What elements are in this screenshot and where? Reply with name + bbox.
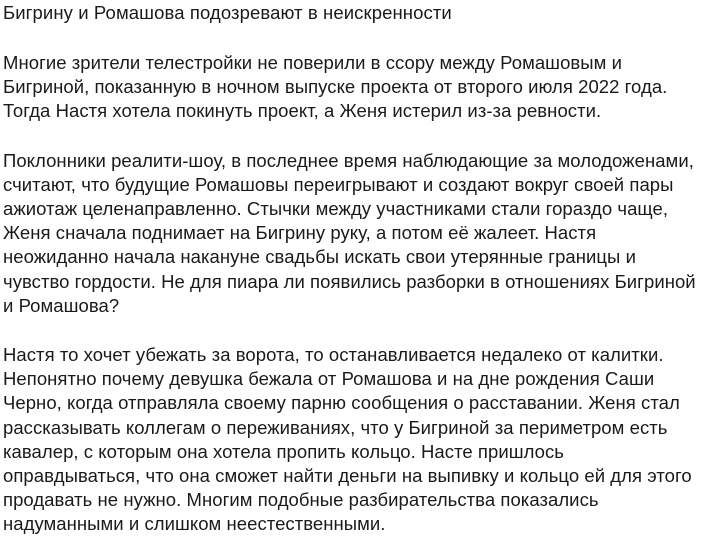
article-paragraph-1: Многие зрители телестройки не поверили в ссору между Ромашовым и Бигриной, показанную в ночном выпуске проекта от второго июля 2022 года. Тогда Настя хотела покинуть проект, а Женя истерил из-за ревности. <box>3 52 668 122</box>
article-paragraph-2: Поклонники реалити-шоу, в последнее время наблюдающие за молодоженами, считают, что будущие Ромашовы переигрывают и создают вокруг своей пары ажиотаж целенаправленно. Стычки между участниками стали гораздо чаще, Женя сначала поднимает на Бигрину руку, а потом её жалеет. Настя неожиданно начала накануне свадьбы искать свои утерянные границы и чувство гордости. Не для пиара ли появились разборки в отношениях Бигриной и Ромашова? <box>3 149 696 316</box>
article-paragraph-3: Настя то хочет убежать за ворота, то останавливается недалеко от калитки. Непонятно почему девушка бежала от Ромашова и на дне рождения Саши Черно, когда отправляла своему парню сообщения о расставании. Женя стал рассказывать коллегам о переживаниях, что у Бигриной за периметром есть кавалер, с которым она хотела пропить кольцо. Насте пришлось оправдываться, что она сможет найти деньги на выпивку и кольцо ей для этого продавать не нужно. Многим подобные разбирательства показались надуманными и слишком неестественными. <box>3 344 692 535</box>
article-headline: Бигрину и Ромашова подозревают в неискренности <box>3 2 452 23</box>
